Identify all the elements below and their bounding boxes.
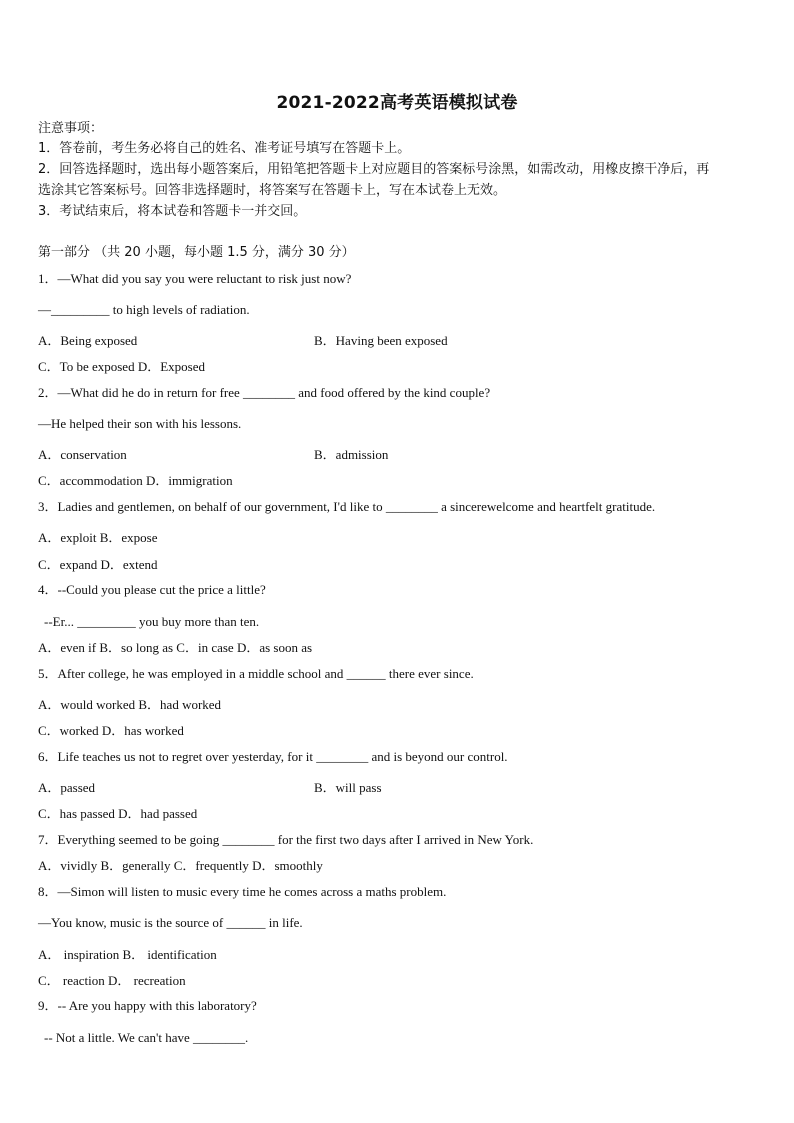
page-title: 2021-2022高考英语模拟试卷 — [276, 93, 518, 113]
notes-item-2a: 2．回答选择题时，选出每小题答案后，用铅笔把答题卡上对应题目的答案标号涂黑，如需改动，用橡皮擦干净后，再 — [38, 162, 710, 177]
q6-stem: 6．Life teaches us not to regret over yesterday, for it ________ and is beyond our control. — [38, 749, 508, 764]
q2-reply: —He helped their son with his lessons. — [38, 416, 242, 431]
q3-options-ab: A．exploit B．expose — [38, 530, 158, 545]
q1-option-b: B．Having been exposed — [314, 333, 448, 348]
q7-stem: 7．Everything seemed to be going ________ for the first two days after I arrived in New York. — [38, 832, 534, 847]
q3-stem: 3．Ladies and gentlemen, on behalf of our government, I'd like to ________ a sincerewelcome and heartfelt gratitude. — [38, 499, 656, 514]
q8-stem: 8．—Simon will listen to music every time he comes across a maths problem. — [38, 884, 447, 899]
q9-stem: 9．-- Are you happy with this laboratory? — [38, 998, 257, 1013]
q6-option-a: A．passed — [38, 780, 96, 795]
q5-options-ab: A．would worked B．had worked — [38, 697, 222, 712]
q2-stem: 2．—What did he do in return for free ________ and food offered by the kind couple? — [38, 385, 491, 400]
q1-option-a: A．Being exposed — [38, 333, 138, 348]
q4-stem: 4．--Could you please cut the price a little? — [38, 582, 266, 597]
q4-reply: --Er... _________ you buy more than ten. — [44, 614, 260, 629]
q2-option-b: B．admission — [314, 447, 389, 462]
q7-options: A．vividly B．generally C．frequently D．smoothly — [38, 858, 323, 873]
section-heading: 第一部分 （共 20 小题，每小题 1.5 分，满分 30 分） — [38, 245, 355, 260]
notes-heading: 注意事项： — [38, 121, 104, 136]
q8-options-ab: A． inspiration B． identification — [38, 947, 217, 962]
notes-item-3: 3．考试结束后，将本试卷和答题卡一并交回。 — [38, 204, 307, 219]
q6-option-b: B．will pass — [314, 780, 382, 795]
q4-options: A．even if B．so long as C．in case D．as soon as — [38, 640, 313, 655]
notes-item-1: 1．答卷前，考生务必将自己的姓名、准考证号填写在答题卡上。 — [38, 141, 411, 156]
q1-stem: 1．—What did you say you were reluctant to risk just now? — [38, 271, 352, 286]
q1-reply: —_________ to high levels of radiation. — [38, 302, 250, 317]
q2-option-a: A．conservation — [38, 447, 127, 462]
q6-options-cd: C．has passed D．had passed — [38, 806, 198, 821]
q5-stem: 5．After college, he was employed in a middle school and ______ there ever since. — [38, 666, 474, 681]
q9-reply: -- Not a little. We can't have ________. — [44, 1030, 249, 1045]
q8-options-cd: C． reaction D． recreation — [38, 973, 186, 988]
q2-options-cd: C．accommodation D．immigration — [38, 473, 233, 488]
q3-options-cd: C．expand D．extend — [38, 557, 158, 572]
q1-options-cd: C．To be exposed D．Exposed — [38, 359, 205, 374]
q5-options-cd: C．worked D．has worked — [38, 723, 184, 738]
notes-item-2b: 选涂其它答案标号。回答非选择题时，将答案写在答题卡上，写在本试卷上无效。 — [38, 183, 507, 198]
q8-reply: —You know, music is the source of ______ in life. — [38, 915, 303, 930]
